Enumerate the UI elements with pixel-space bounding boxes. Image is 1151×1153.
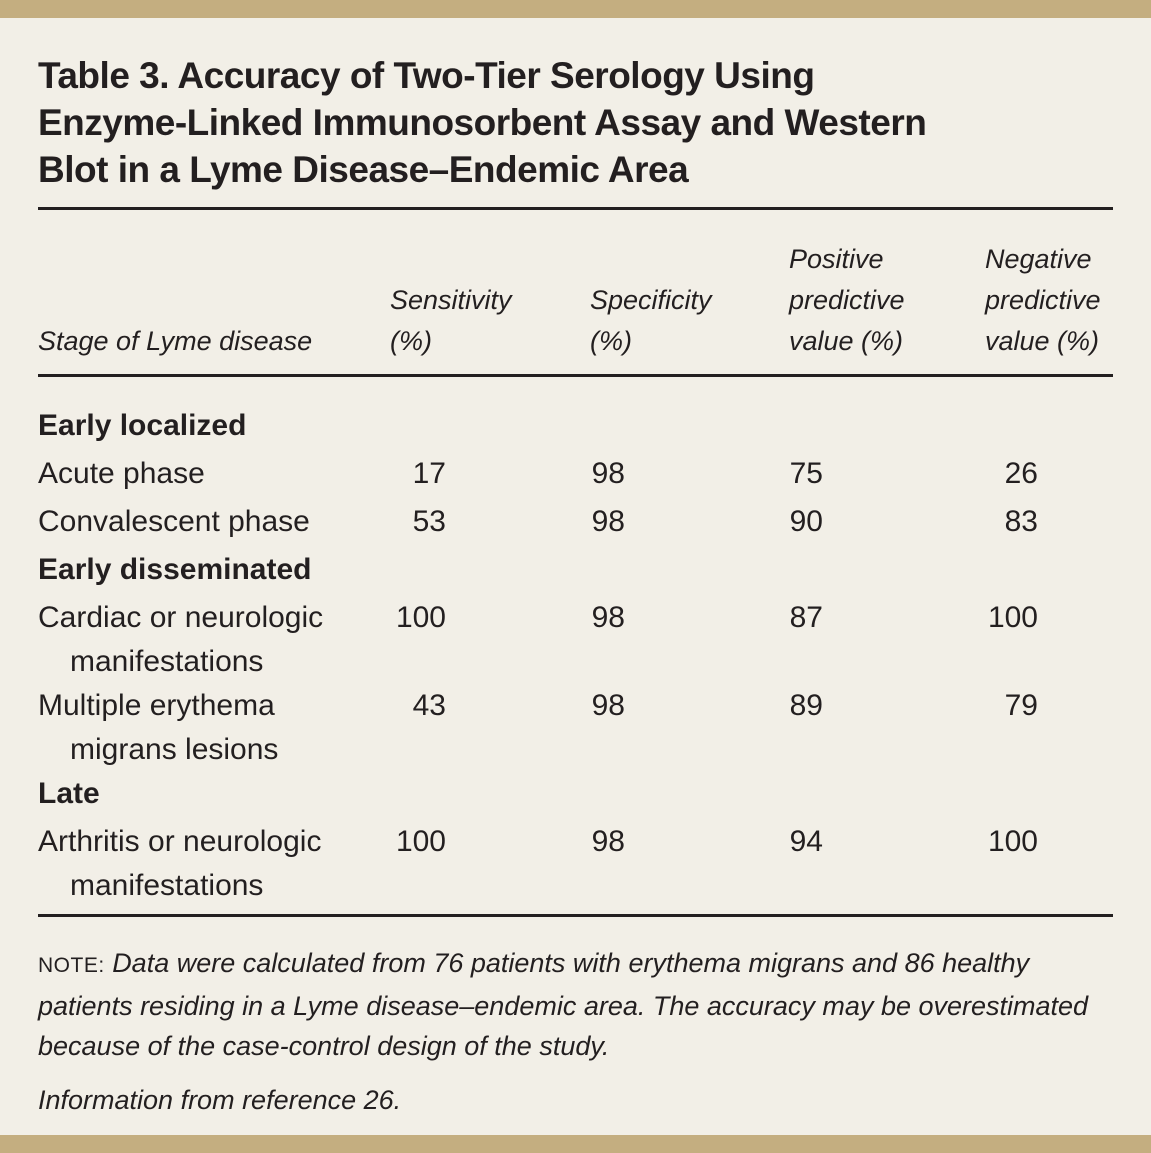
group-row-late	[38, 770, 1113, 818]
column-header-text: (%)	[390, 326, 432, 356]
row-label-text: Late	[38, 777, 100, 810]
cell-ppv: 75	[789, 457, 823, 490]
row-label-text: Convalescent phase	[38, 505, 310, 538]
column-header-text: predictive	[789, 285, 905, 315]
data-row-convalescent-phase	[38, 498, 1113, 546]
note-text: Data were calculated from 76 patients with erythema migrans and 86 healthy patients residing in a Lyme disease–endemic area. The accuracy may be overestimated because of the case-control design of the study.	[38, 948, 1089, 1061]
column-header-text: value (%)	[985, 326, 1100, 356]
row-label-text: Cardiac or neurologic	[38, 601, 324, 634]
source-line: Information from reference 26.	[38, 1085, 402, 1115]
row-label	[38, 450, 390, 498]
note-label: NOTE:	[38, 954, 105, 977]
column-header-stage	[38, 321, 390, 362]
cell-specificity: 98	[591, 825, 625, 858]
title-divider	[38, 207, 1113, 210]
cell-npv: 79	[1004, 689, 1038, 722]
column-header-text: Stage of Lyme disease	[38, 326, 313, 356]
cell-sensitivity: 43	[412, 689, 446, 722]
row-label-text: Arthritis or neurologic	[38, 825, 322, 858]
row-label	[38, 402, 390, 450]
row-label	[38, 770, 390, 818]
column-header-text: Sensitivity	[390, 285, 512, 315]
group-row-early-disseminated	[38, 546, 1113, 594]
table-body	[38, 402, 1113, 906]
cell-specificity: 98	[591, 689, 625, 722]
row-label	[38, 682, 390, 770]
row-label	[38, 498, 390, 546]
column-header-text: Specificity	[590, 285, 712, 315]
column-header-text: (%)	[590, 326, 632, 356]
group-row-early-localized	[38, 402, 1113, 450]
row-label-text: Early localized	[38, 409, 247, 442]
row-label-text: Acute phase	[38, 457, 205, 490]
row-label-text: migrans lesions	[70, 733, 279, 766]
cell-ppv: 89	[789, 689, 823, 722]
cell-specificity: 98	[591, 601, 625, 634]
cell-specificity: 98	[591, 457, 625, 490]
data-row-arthritis-or-neurologic	[38, 818, 1113, 906]
table-title	[38, 52, 1113, 193]
cell-npv: 100	[987, 825, 1038, 858]
table-note	[38, 943, 1110, 1066]
row-label	[38, 818, 390, 906]
column-header-specificity	[590, 280, 789, 362]
cell-npv: 100	[987, 601, 1038, 634]
column-header-text: Positive	[789, 244, 884, 274]
cell-ppv: 94	[789, 825, 823, 858]
column-header-text: value (%)	[789, 326, 904, 356]
row-label	[38, 594, 390, 682]
row-label-text: Multiple erythema	[38, 689, 275, 722]
data-row-cardiac-or-neurologic	[38, 594, 1113, 682]
cell-sensitivity: 100	[395, 825, 446, 858]
row-label-text: manifestations	[70, 869, 264, 902]
column-header-text: predictive	[985, 285, 1101, 315]
header-divider	[38, 374, 1113, 377]
column-header-positive-predictive-value	[789, 239, 985, 362]
bottom-accent-bar	[0, 1135, 1151, 1153]
row-label-text: Early disseminated	[38, 553, 312, 586]
data-row-acute-phase	[38, 450, 1113, 498]
table-header-row	[38, 239, 1113, 362]
table-title-line: Blot in a Lyme Disease–Endemic Area	[38, 149, 689, 190]
cell-npv: 26	[1004, 457, 1038, 490]
row-label-text: manifestations	[70, 645, 264, 678]
cell-npv: 83	[1004, 505, 1038, 538]
row-label	[38, 546, 390, 594]
footer-divider	[38, 914, 1113, 917]
column-header-text: Negative	[985, 244, 1092, 274]
cell-sensitivity: 53	[412, 505, 446, 538]
cell-sensitivity: 100	[395, 601, 446, 634]
column-header-sensitivity	[390, 280, 590, 362]
table-title-line: Table 3. Accuracy of Two-Tier Serology Using	[38, 55, 815, 96]
cell-specificity: 98	[591, 505, 625, 538]
column-header-negative-predictive-value	[985, 239, 1113, 362]
cell-ppv: 87	[789, 601, 823, 634]
table-title-line: Enzyme-Linked Immunosorbent Assay and Western	[38, 102, 927, 143]
cell-sensitivity: 17	[412, 457, 446, 490]
table-content	[38, 0, 1113, 1120]
data-row-multiple-erythema-migrans	[38, 682, 1113, 770]
cell-ppv: 90	[789, 505, 823, 538]
